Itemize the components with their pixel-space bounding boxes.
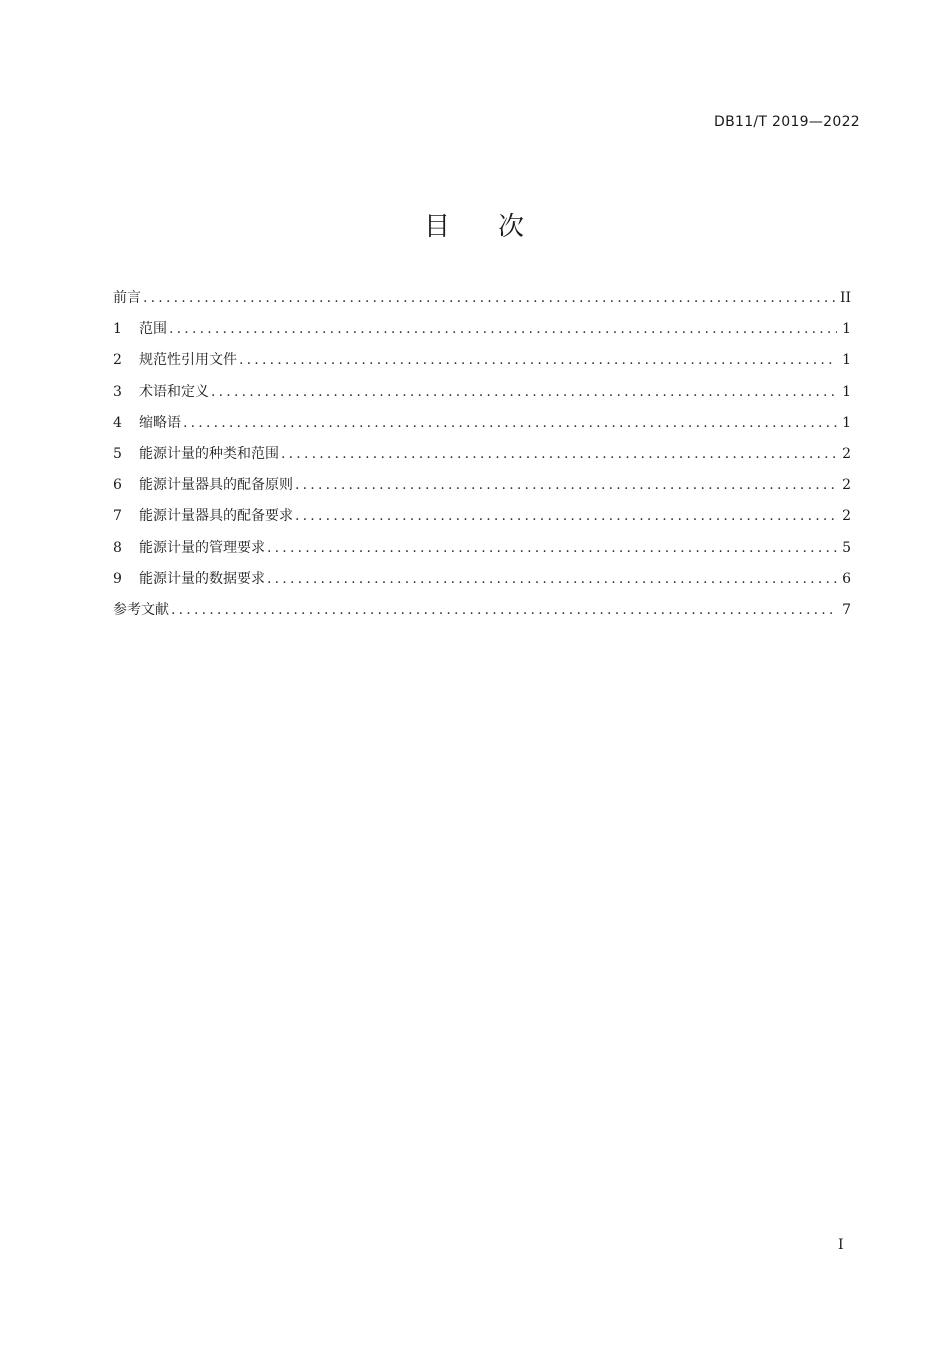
toc-entry-page: 7 [842, 601, 851, 618]
toc-entry-page: 1 [842, 321, 851, 338]
toc-entry-text: 能源计量器具的配备原则 [139, 477, 293, 494]
toc-entry-text: 能源计量的管理要求 [139, 539, 265, 556]
toc-entry-text: 能源计量的种类和范围 [139, 445, 279, 462]
toc-leader-dots [183, 415, 837, 431]
toc-entry-1[interactable] [113, 318, 851, 349]
toc-entry-text: 范围 [139, 321, 167, 338]
page-number: I [838, 1237, 844, 1253]
toc-entry-8[interactable] [113, 537, 851, 568]
toc-entry-text: 术语和定义 [139, 383, 209, 400]
toc-entry-number: 5 [113, 445, 122, 462]
toc-title [0, 206, 950, 243]
toc-leader-dots [295, 508, 837, 524]
toc-entry-page: 1 [842, 383, 851, 400]
toc-leader-dots [239, 352, 837, 368]
toc-entry-page: 2 [842, 445, 851, 462]
toc-entry-3[interactable] [113, 381, 851, 412]
toc-leader-dots [211, 384, 837, 400]
toc-entry-number: 8 [113, 539, 122, 556]
toc-leader-dots [169, 321, 837, 337]
toc-entry-page: 6 [842, 570, 851, 587]
toc-entry-5[interactable] [113, 443, 851, 474]
toc-entry-number: 2 [113, 352, 122, 369]
toc-entry-page: 2 [842, 477, 851, 494]
toc-entry-page: 1 [842, 414, 851, 431]
toc-entry-4[interactable] [113, 412, 851, 443]
toc-entry-number: 6 [113, 477, 122, 494]
toc-leader-dots [143, 290, 836, 306]
toc-entry-text: 规范性引用文件 [139, 352, 237, 369]
toc-entry-number: 9 [113, 570, 122, 587]
toc-entry-text: 参考文献 [113, 601, 169, 618]
toc-leader-dots [171, 602, 837, 618]
toc-entry-page: 2 [842, 508, 851, 525]
toc-entry-number: 7 [113, 508, 122, 525]
toc-leader-dots [281, 446, 837, 462]
toc-entry-references[interactable] [113, 599, 851, 630]
toc-entry-2[interactable] [113, 349, 851, 380]
toc-entry-page: 1 [842, 352, 851, 369]
toc-entry-9[interactable] [113, 568, 851, 599]
toc-entry-number: 4 [113, 414, 122, 431]
toc-entry-text: 缩略语 [139, 414, 181, 431]
toc-entry-foreword[interactable] [113, 287, 851, 318]
toc-entry-page: II [839, 290, 851, 306]
toc-title-part2: 次 [498, 212, 527, 242]
toc-entry-7[interactable] [113, 505, 851, 536]
toc-leader-dots [267, 571, 837, 587]
toc-entry-text: 能源计量器具的配备要求 [139, 508, 293, 525]
toc-entry-number: 1 [113, 321, 122, 338]
document-code: DB11/T 2019—2022 [714, 114, 860, 130]
toc-leader-dots [267, 540, 837, 556]
toc-entry-number: 3 [113, 383, 122, 400]
toc-title-part1: 目 [423, 212, 452, 242]
toc-leader-dots [295, 477, 837, 493]
toc-list [113, 287, 851, 630]
toc-entry-text: 前言 [113, 290, 141, 306]
toc-entry-6[interactable] [113, 474, 851, 505]
toc-entry-text: 能源计量的数据要求 [139, 570, 265, 587]
toc-entry-page: 5 [842, 539, 851, 556]
